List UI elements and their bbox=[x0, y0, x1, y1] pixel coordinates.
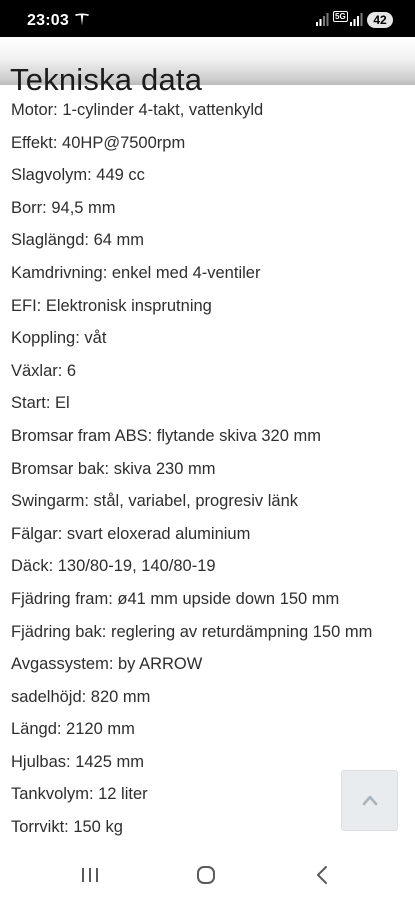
spec-item: Torrvikt: 150 kg bbox=[11, 818, 123, 837]
chevron-up-icon bbox=[362, 794, 378, 806]
back-icon bbox=[307, 862, 337, 888]
page-title: Tekniska data bbox=[10, 61, 203, 97]
spec-item: Avgassystem: by ARROW bbox=[11, 655, 203, 674]
spec-item: Växlar: 6 bbox=[11, 361, 77, 380]
spec-item: EFI: Elektronisk insprutning bbox=[11, 296, 212, 315]
home-button[interactable] bbox=[191, 862, 221, 888]
scroll-to-top-button[interactable] bbox=[341, 770, 398, 831]
spec-item: Effekt: 40HP@7500rpm bbox=[11, 133, 186, 152]
spec-item: Koppling: våt bbox=[11, 329, 107, 348]
signal-icon bbox=[316, 13, 329, 26]
back-button[interactable] bbox=[307, 862, 337, 888]
spec-item: Hjulbas: 1425 mm bbox=[11, 752, 144, 771]
spec-item: Däck: 130/80-19, 140/80-19 bbox=[11, 557, 216, 576]
spec-item: Swingarm: stål, variabel, progresiv länk bbox=[11, 492, 299, 511]
spec-item: Motor: 1-cylinder 4-takt, vattenkyld bbox=[11, 101, 264, 119]
spec-item: Slagvolym: 449 cc bbox=[11, 166, 145, 185]
spec-item: Fälgar: svart eloxerad aluminium bbox=[11, 524, 251, 543]
recent-apps-icon bbox=[75, 862, 105, 888]
status-bar bbox=[0, 0, 415, 37]
home-icon bbox=[191, 862, 221, 888]
spec-item: Borr: 94,5 mm bbox=[11, 198, 116, 217]
page-header bbox=[0, 37, 415, 97]
spec-item: Fjädring fram: ø41 mm upside down 150 mm bbox=[11, 589, 340, 608]
battery-level: 42 bbox=[367, 12, 393, 28]
system-nav-bar bbox=[0, 850, 415, 900]
signal-icon bbox=[350, 13, 363, 26]
spec-item: Bromsar bak: skiva 230 mm bbox=[11, 459, 216, 478]
spec-item: Tankvolym: 12 liter bbox=[11, 785, 148, 804]
tesla-icon bbox=[74, 12, 90, 28]
spec-item: Start: El bbox=[11, 394, 70, 413]
spec-item: Kamdrivning: enkel med 4-ventiler bbox=[11, 263, 261, 282]
spec-item: Bromsar fram ABS: flytande skiva 320 mm bbox=[11, 426, 321, 445]
spec-item: sadelhöjd: 820 mm bbox=[11, 687, 151, 706]
spec-item: Fjädring bak: reglering av returdämpning 150 mm bbox=[11, 622, 373, 641]
status-time: 23:03 bbox=[27, 12, 69, 29]
recent-apps-button[interactable] bbox=[75, 862, 105, 888]
spec-item: Slaglängd: 64 mm bbox=[11, 231, 144, 250]
spec-list bbox=[11, 94, 372, 844]
network-badge: 5G bbox=[335, 12, 346, 21]
spec-item: Längd: 2120 mm bbox=[11, 720, 135, 739]
